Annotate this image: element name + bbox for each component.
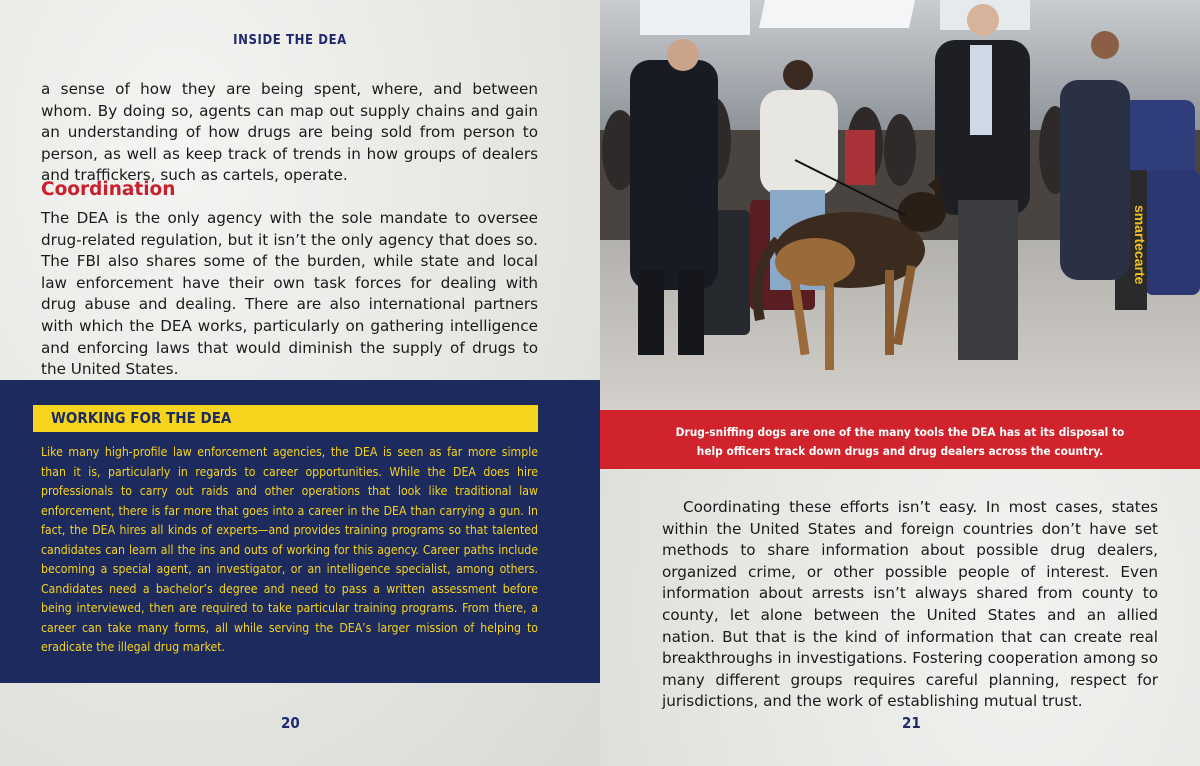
sidebar-text: Like many high-profile law enforcement agencies, the DEA is seen as far more simple than it is, particularly in regards to career opportunities. While the DEA does hire professionals to carry out raids and other operations that look like traditional law enforcement, there is far more that goes into a career in the DEA than carrying a gun. In fact, the DEA hires all kinds of experts—and provides training programs so that talented candidates can learn all the ins and outs of working for this agency. Career paths include becoming a special agent, an investigator, or an intelligence specialist, among others. Candidates need a bachelor’s degree and need to pass a written assessment before being interviewed, then are required to take particular training programs. From there, a career can take many forms, all while serving the DEA’s larger mission of helping to eradicate the illegal drug market. bbox=[41, 445, 538, 654]
sidebar-heading: WORKING FOR THE DEA bbox=[33, 405, 538, 432]
sidebar-box bbox=[0, 380, 600, 683]
caption-line-1: Drug-sniffing dogs are one of the many tools the DEA has at its disposal to bbox=[675, 425, 1125, 439]
caption-line-2: help officers track down drugs and drug dealers across the country. bbox=[696, 444, 1104, 458]
body-paragraph-coordination: The DEA is the only agency with the sole mandate to oversee drug-related regulation, but it isn’t the only agency that does so. The FBI also shares some of the burden, while state and local law enforcement have their own task forces for dealing with drug abuse and dealing. There are also international partners with which the DEA works, particularly on gathering intelligence and enforcing laws that would diminish the supply of drugs to the United States. bbox=[41, 209, 538, 379]
body-paragraph-continuation: a sense of how they are being spent, where, and between whom. By doing so, agents can map out supply chains and gain an understanding of how drugs are being sold from person to person, as well as keep track of trends in how groups of dealers and traffickers, such as cartels, operate. bbox=[41, 80, 538, 185]
cart-sign-text: smartecarte bbox=[1132, 205, 1148, 285]
caption-bar bbox=[600, 410, 1200, 469]
section-heading-coordination: Coordination bbox=[41, 179, 176, 200]
page-number-left: 20 bbox=[281, 714, 300, 732]
body-paragraph-coordinating: Coordinating these efforts isn’t easy. In most cases, states within the United States and foreign countries don’t have set methods to share information about possible drug dealers, organized crime, or other possible people of interest. Even information about arrests isn’t always shared from county to county, let alone between the United States and an allied nation. But that is the kind of information that can create real breakthroughs in investigations. Fostering cooperation among so many different groups requires careful planning, respect for jurisdictions, and the work of establishing mutual trust. bbox=[662, 498, 1158, 711]
page-number-right: 21 bbox=[902, 714, 921, 732]
photo-caption bbox=[620, 423, 1180, 461]
running-head: INSIDE THE DEA bbox=[233, 33, 347, 48]
right-page bbox=[600, 0, 1200, 766]
photo-drug-sniffing-dog bbox=[600, 0, 1200, 410]
